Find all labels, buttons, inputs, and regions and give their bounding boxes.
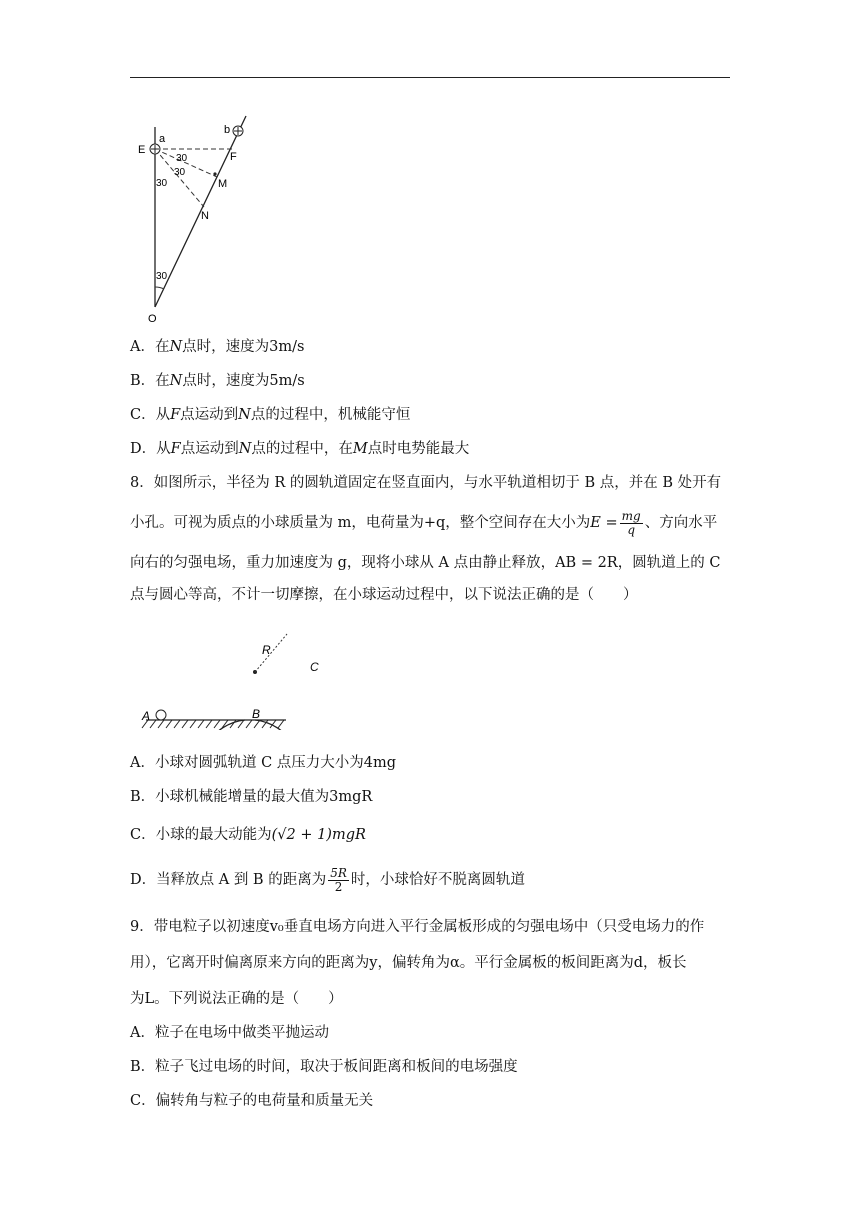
q8-option-b: B．小球机械能增量的最大值为3mgR — [130, 789, 373, 805]
circular-track-figure — [138, 618, 298, 730]
q9-line-3: 为L。下列说法正确的是（ ） — [130, 991, 343, 1007]
angle-label-1: 30 — [176, 153, 188, 164]
q8-option-c: C．小球的最大动能为(√2 + 1)mgR — [130, 827, 366, 843]
ball-A-icon — [156, 710, 166, 720]
label-a: a — [159, 133, 166, 145]
field-fraction: $\frac{mg}{q}$ — [621, 508, 641, 537]
angle-label-3: 30 — [156, 178, 168, 189]
label-O: O — [148, 313, 157, 325]
q9-option-a: A．粒子在电场中做类平抛运动 — [130, 1025, 329, 1041]
label-B: B — [252, 707, 261, 721]
label-C-text: C — [310, 660, 319, 674]
q7-option-a: A．在N点时，速度为3m/s — [130, 339, 305, 355]
q7-option-c: C．从F点运动到N点的过程中，机械能守恒 — [130, 407, 411, 423]
q8-line-2: 小孔。可视为质点的小球质量为 m，电荷量为+q，整个空间存在大小为E = $\frac{mg}{q}$ 、方向水平 — [130, 508, 718, 537]
q7-option-d: D．从F点运动到N点的过程中，在M点时电势能最大 — [130, 441, 470, 457]
q8-line-4: 点与圆心等高，不计一切摩擦，在小球运动过程中，以下说法正确的是（ ） — [130, 587, 638, 603]
label-M: M — [218, 178, 228, 190]
q8-line-1: 8．如图所示，半径为 R 的圆轨道固定在竖直面内，与水平轨道相切于 B 点，并在 B 处开有 — [130, 475, 722, 491]
q8-line-3: 向右的匀强电场，重力加速度为 g，现将小球从 A 点由静止释放，AB = 2R，圆轨道上的 C — [130, 555, 721, 571]
angle-label-4: 30 — [156, 271, 168, 282]
q9-line-2: 用），它离开时偏离原来方向的距离为y，偏转角为α。平行金属板的板间距离为d，板长 — [130, 955, 687, 971]
label-A: A — [142, 709, 151, 723]
q9-option-b: B．粒子飞过电场的时间，取决于板间距离和板间的电场强度 — [130, 1059, 518, 1075]
radius-line — [255, 634, 287, 672]
point-M-dot — [213, 172, 216, 175]
q9-option-c: C．偏转角与粒子的电荷量和质量无关 — [130, 1093, 374, 1109]
angle-label-2: 30 — [174, 167, 186, 178]
label-N: N — [201, 210, 209, 222]
label-F: F — [230, 151, 237, 163]
label-b: b — [224, 124, 231, 136]
q8-option-a: A．小球对圆弧轨道 C 点压力大小为4mg — [130, 755, 397, 771]
incline-field-figure — [130, 112, 260, 327]
q9-line-1: 9．带电粒子以初速度v₀垂直电场方向进入平行金属板形成的匀强电场中（只受电场力的作 — [130, 919, 705, 935]
distance-fraction: $\frac{5R}{2}$ — [330, 865, 347, 894]
q8-option-d: D．当释放点 A 到 B 的距离为 $\frac{5R}{2}$ 时，小球恰好不脱离圆轨道 — [130, 865, 525, 894]
label-E: E — [138, 144, 146, 156]
header-rule — [130, 77, 730, 78]
label-R: R — [262, 643, 271, 657]
angle-arc-O — [155, 287, 164, 289]
q7-option-b: B．在N点时，速度为5m/s — [130, 373, 305, 389]
